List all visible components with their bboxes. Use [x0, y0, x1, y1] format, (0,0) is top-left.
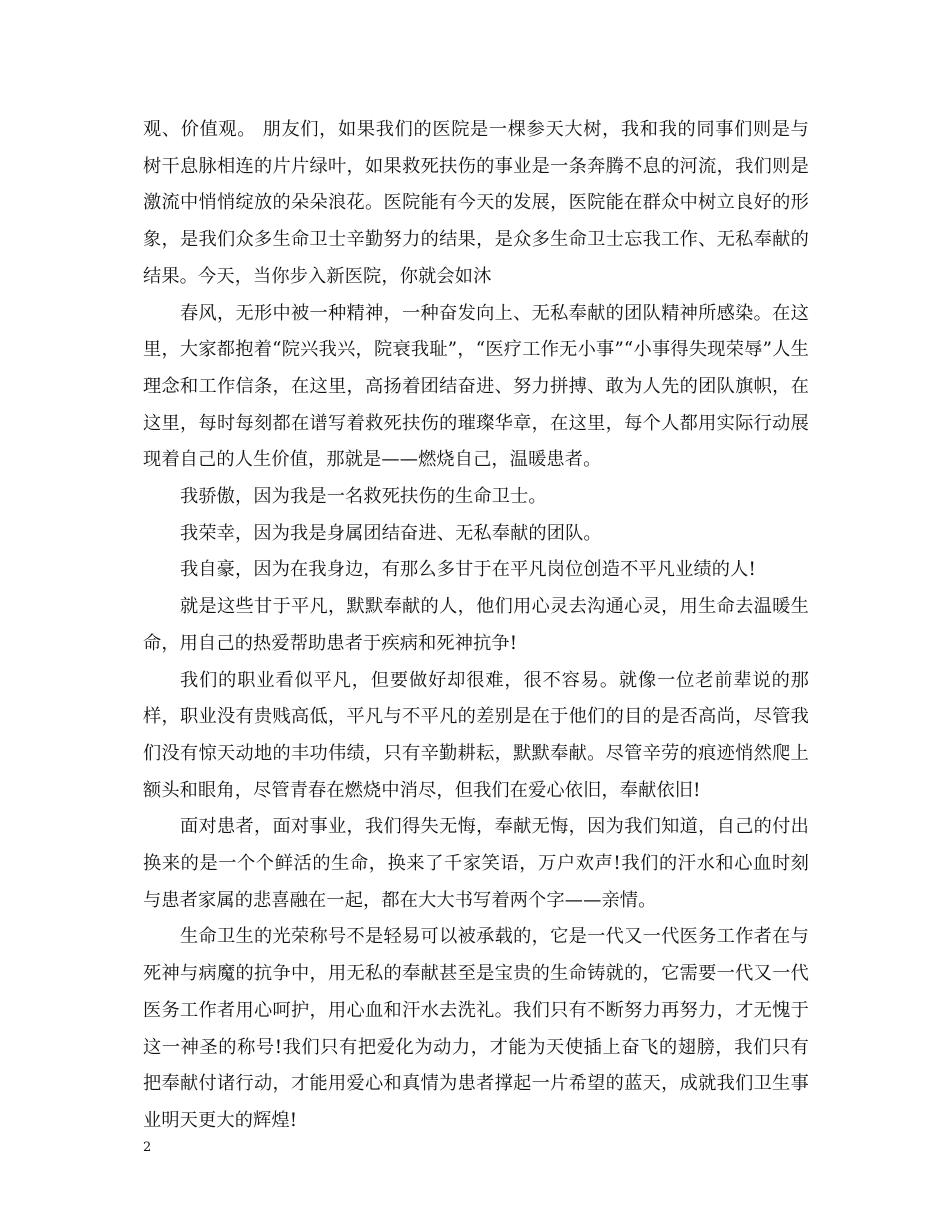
paragraph-2: 春风，无形中被一种精神，一种奋发向上、无私奉献的团队精神所感染。在这里，大家都抱着“院兴我兴，院衰我耻”，“医疗工作无小事”“小事得失现荣辱”人生理念和工作信条，在这里，高扬着团结奋进、努力拼搏、敢为人先的团队旗帜，在这里，每时每刻都在谱写着救死扶伤的璀璨华章，在这里，每个人都用实际行动展现着自己的人生价值，那就是——燃烧自己，温暖患者。 — [143, 302, 809, 471]
paragraph-9: 生命卫生的光荣称号不是轻易可以被承载的，它是一代又一代医务工作者在与死神与病魔的抗争中，用无私的奉献甚至是宝贵的生命铸就的，它需要一代又一代医务工作者用心呵护，用心血和汗水去洗礼。我们只有不断努力再努力，才无愧于这一神圣的称号!我们只有把爱化为动力，才能为天使插上奋飞的翅膀，我们只有把奉献付诸行动，才能用爱心和真情为患者撑起一片希望的蓝天，成就我们卫生事业明天更大的辉煌! — [143, 926, 809, 1131]
paragraph-8: 面对患者，面对事业，我们得失无悔，奉献无悔，因为我们知道，自己的付出换来的是一个个鲜活的生命，换来了千家笑语，万户欢声!我们的汗水和心血时刻与患者家属的悲喜融在一起，都在大大书写着两个字——亲情。 — [143, 816, 809, 911]
paragraph-6: 就是这些甘于平凡，默默奉献的人，他们用心灵去沟通心灵，用生命去温暖生命，用自己的热爱帮助患者于疾病和死神抗争! — [143, 596, 809, 654]
paragraph-4: 我荣幸，因为我是身属团结奋进、无私奉献的团队。 — [180, 522, 602, 544]
paragraph-1: 观、价值观。 朋友们，如果我们的医院是一棵参天大树，我和我的同事们则是与树干息脉相连的片片绿叶，如果救死扶伤的事业是一条奔腾不息的河流，我们则是激流中悄悄绽放的朵朵浪花。医院能有今天的发展，医院能在群众中树立良好的形象，是我们众多生命卫士辛勤努力的结果，是众多生命卫士忘我工作、无私奉献的结果。今天，当你步入新医院，你就会如沐 — [143, 119, 809, 287]
paragraph-3: 我骄傲，因为我是一名救死扶伤的生命卫士。 — [180, 486, 547, 508]
body-text — [143, 112, 809, 1140]
page-number: 2 — [143, 1140, 152, 1155]
paragraph-7: 我们的职业看似平凡，但要做好却很难，很不容易。就像一位老前辈说的那样，职业没有贵贱高低，平凡与不平凡的差别是在于他们的目的是否高尚，尽管我们没有惊天动地的丰功伟绩，只有辛勤耕耘，默默奉献。尽管辛劳的痕迹悄然爬上额头和眼角，尽管青春在燃烧中消尽，但我们在爱心依旧，奉献依旧! — [143, 669, 809, 801]
paragraph-5: 我自豪，因为在我身边，有那么多甘于在平凡岗位创造不平凡业绩的人! — [180, 559, 756, 581]
